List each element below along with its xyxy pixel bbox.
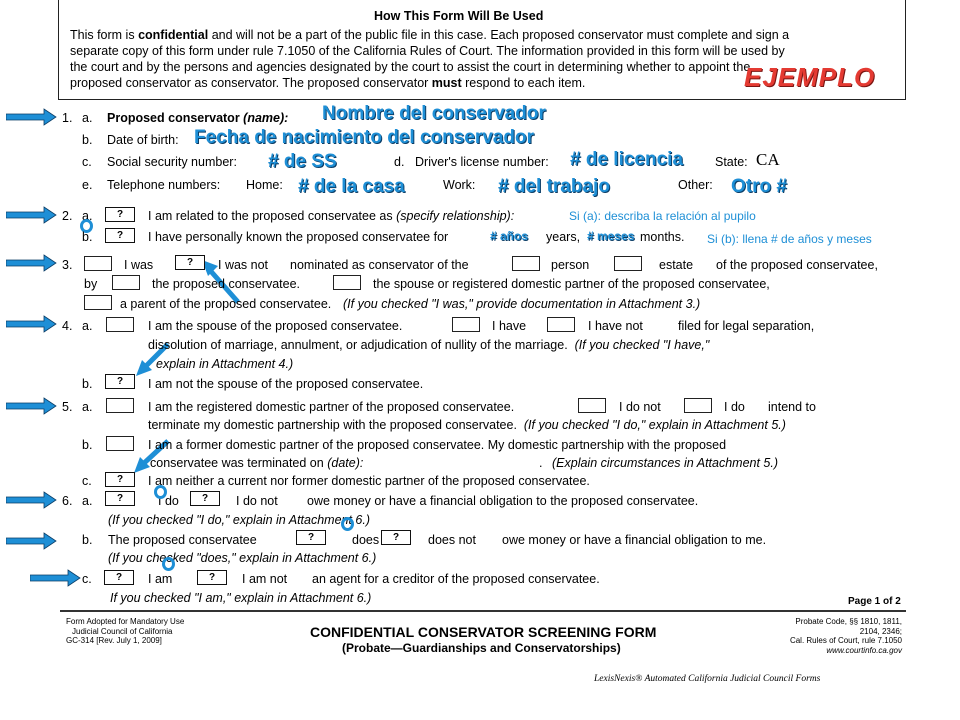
other-phone-value[interactable]: Otro # [731,176,787,197]
item3-number: 3. [62,258,73,272]
explain-circumstances: (Explain circumstances in Attachment 5.) [552,456,779,470]
i-have-not-checkbox[interactable] [547,317,575,332]
ejemplo-stamp: EJEMPLO [744,62,876,92]
by-parent-label: a parent of the proposed conservatee. [120,297,332,311]
item1d-letter: d. [394,155,405,169]
item1c-letter: c. [82,155,92,169]
i-do-not-intend-checkbox[interactable] [578,398,606,413]
item2-number: 2. [62,209,73,223]
item6a-note: (If you checked "I do," explain in Attachment 6.) [108,513,371,527]
license-value[interactable]: # de licencia [570,149,684,170]
work-phone-value[interactable]: # del trabajo [498,176,610,197]
lexis-credit: LexisNexis® Automated California Judicial Council Forms [594,674,821,684]
does-label: does [352,533,380,547]
arrow-icon [6,491,58,509]
proposed-conservator-label: Proposed conservator (name): [107,111,289,125]
arrow-icon [30,569,82,587]
item1e-letter: e. [82,178,93,192]
item2a-letter: a. [82,209,93,223]
item2a-text: I am related to the proposed conservatee as (specify relationship): [148,209,515,223]
neither-partner-checkbox[interactable]: ? [105,472,135,487]
months-label: months. [640,230,685,244]
of-the-text: of the proposed conservatee, [716,258,878,272]
by-label: by [84,277,98,291]
spouse-checkbox[interactable] [106,317,134,332]
dob-label: Date of birth: [107,133,179,147]
arrow-icon [6,108,58,126]
months-value[interactable]: # meses [587,229,635,243]
i-was-not-checkbox[interactable]: ? [175,255,205,270]
arrow-icon [6,532,58,550]
circle-marker-icon [341,517,354,531]
form-title: CONFIDENTIAL CONSERVATOR SCREENING FORM [310,624,657,640]
item6c-note: If you checked "I am," explain in Attachment 6.) [110,591,372,605]
item4-number: 4. [62,319,73,333]
terminated-period: . [539,456,543,470]
instructions-line-1: This form is confidential and will not be a part of the public file in this case. Each proposed conservator must complete and sign a [70,28,790,42]
nominated-text: nominated as conservator of the [290,258,469,272]
item6b-text: The proposed conservatee [108,533,257,547]
state-label: State: [715,155,748,169]
license-label: Driver's license number: [415,155,549,169]
i-do-not-owe-checkbox[interactable]: ? [190,491,220,506]
item5c-letter: c. [82,474,92,488]
i-do-owe-checkbox[interactable]: ? [105,491,135,506]
filed-text: filed for legal separation, [678,319,815,333]
item2a-checkbox[interactable]: ? [105,207,135,222]
item6a-text: owe money or have a financial obligation to the proposed conservatee. [307,494,699,508]
domestic-partner-checkbox[interactable] [106,398,134,413]
item2a-note: Si (a): describa la relación al pupilo [569,209,756,223]
i-do-label: I do [724,400,745,414]
item6b-letter: b. [82,533,93,547]
ssn-label: Social security number: [107,155,237,169]
arrow-icon [6,254,58,272]
i-am-agent-checkbox[interactable]: ? [104,570,134,585]
item5b-letter: b. [82,438,93,452]
item5-number: 5. [62,400,73,414]
intend-text: intend to [768,400,816,414]
by-spouse-checkbox[interactable] [333,275,361,290]
item1-number: 1. [62,111,73,125]
former-partner-checkbox[interactable] [106,436,134,451]
arrow-icon [6,397,58,415]
item6c-letter: c. [82,572,92,586]
ssn-value[interactable]: # de SS [268,151,337,172]
box-title: How This Form Will Be Used [374,9,544,23]
does-not-checkbox[interactable]: ? [381,530,411,545]
item6b-text2: owe money or have a financial obligation to me. [502,533,767,547]
by-spouse-label: the spouse or registered domestic partner of the proposed conservatee, [373,277,770,291]
not-spouse-checkbox[interactable]: ? [105,374,135,389]
by-conservatee-checkbox[interactable] [112,275,140,290]
item4b-letter: b. [82,377,93,391]
item4a-letter: a. [82,319,93,333]
i-am-not-agent-checkbox[interactable]: ? [197,570,227,585]
i-do-intend-checkbox[interactable] [684,398,712,413]
state-value[interactable]: CA [756,150,780,169]
conservator-name-value[interactable]: Nombre del conservador [322,103,546,124]
item2b-text: I have personally known the proposed conservatee for [148,230,449,244]
item4-line2: dissolution of marriage, annulment, or adjudication of nullity of the marriage. (If you checked "I have," [148,338,710,352]
item2b-checkbox[interactable]: ? [105,228,135,243]
i-am-not-label: I am not [242,572,288,586]
item2b-letter: b. [82,230,93,244]
arrow-icon [6,206,58,224]
i-was-checkbox[interactable] [84,256,112,271]
footer-divider [60,610,906,612]
item6a-letter: a. [82,494,93,508]
i-am-label: I am [148,572,173,586]
person-checkbox[interactable] [512,256,540,271]
item4-line3: explain in Attachment 4.) [156,357,294,371]
item1a-letter: a. [82,111,93,125]
other-label: Other: [678,178,713,192]
i-was-not-label: I was not [218,258,269,272]
work-label: Work: [443,178,476,192]
item6-number: 6. [62,494,73,508]
circle-marker-icon [162,557,175,571]
footer-left: Form Adopted for Mandatory Use Judicial Council of California GC-314 [Rev. July 1, 2009] [66,617,185,645]
dob-value[interactable]: Fecha de nacimiento del conservador [194,127,534,148]
instructions-line-3: the court and by the persons and agencies designated by the court to assist the court in determining whether to appoint the [70,60,751,74]
estate-checkbox[interactable] [614,256,642,271]
person-label: person [551,258,590,272]
estate-label: estate [659,258,694,272]
arrow-icon [6,315,58,333]
by-parent-checkbox[interactable] [84,295,112,310]
i-do-owe-label: I do [158,494,179,508]
i-was-label: I was [124,258,154,272]
years-label: years, [546,230,581,244]
circle-marker-icon [154,485,167,499]
page-number: Page 1 of 2 [848,596,901,607]
item5a-letter: a. [82,400,93,414]
home-phone-value[interactable]: # de la casa [298,176,405,197]
item6b-note: (If you checked "does," explain in Attachment 6.) [108,551,377,565]
instructions-line-4: proposed conservator as conservator. The proposed conservator must respond to each item. [70,76,586,90]
not-spouse-text: I am not the spouse of the proposed conservatee. [148,377,424,391]
former-partner-text: I am a former domestic partner of the proposed conservatee. My domestic partnership with the proposed [148,438,727,452]
item3-note: (If you checked "I was," provide documentation in Attachment 3.) [343,297,701,311]
terminated-text: conservatee was terminated on (date): [150,456,364,470]
i-have-not-label: I have not [588,319,643,333]
i-do-not-label: I do not [619,400,661,414]
item5a-line2: terminate my domestic partnership with the proposed conservatee. (If you checked "I do," explain in Attachment 5.) [148,418,786,432]
years-value[interactable]: # años [490,229,529,243]
i-have-label: I have [492,319,527,333]
does-not-label: does not [428,533,476,547]
i-have-checkbox[interactable] [452,317,480,332]
home-label: Home: [246,178,283,192]
by-conservatee-label: the proposed conservatee. [152,277,301,291]
i-do-not-owe-label: I do not [236,494,278,508]
spouse-text: I am the spouse of the proposed conservatee. [148,319,403,333]
domestic-partner-text: I am the registered domestic partner of the proposed conservatee. [148,400,515,414]
instructions-line-2: separate copy of this form under rule 7.1050 of the California Rules of Court. The information provided in this form will be used by [70,44,785,58]
does-checkbox[interactable]: ? [296,530,326,545]
form-subtitle: (Probate—Guardianships and Conservatorships) [342,641,621,655]
neither-partner-text: I am neither a current nor former domestic partner of the proposed conservatee. [148,474,590,488]
footer-right: Probate Code, §§ 1810, 1811, 2104, 2346; Cal. Rules of Court, rule 7.1050 www.courtinfo.ca.gov [789,617,902,655]
item2b-note: Si (b): llena # de años y meses [707,232,872,246]
item1b-letter: b. [82,133,93,147]
telephone-label: Telephone numbers: [107,178,221,192]
item6c-text: an agent for a creditor of the proposed conservatee. [312,572,600,586]
